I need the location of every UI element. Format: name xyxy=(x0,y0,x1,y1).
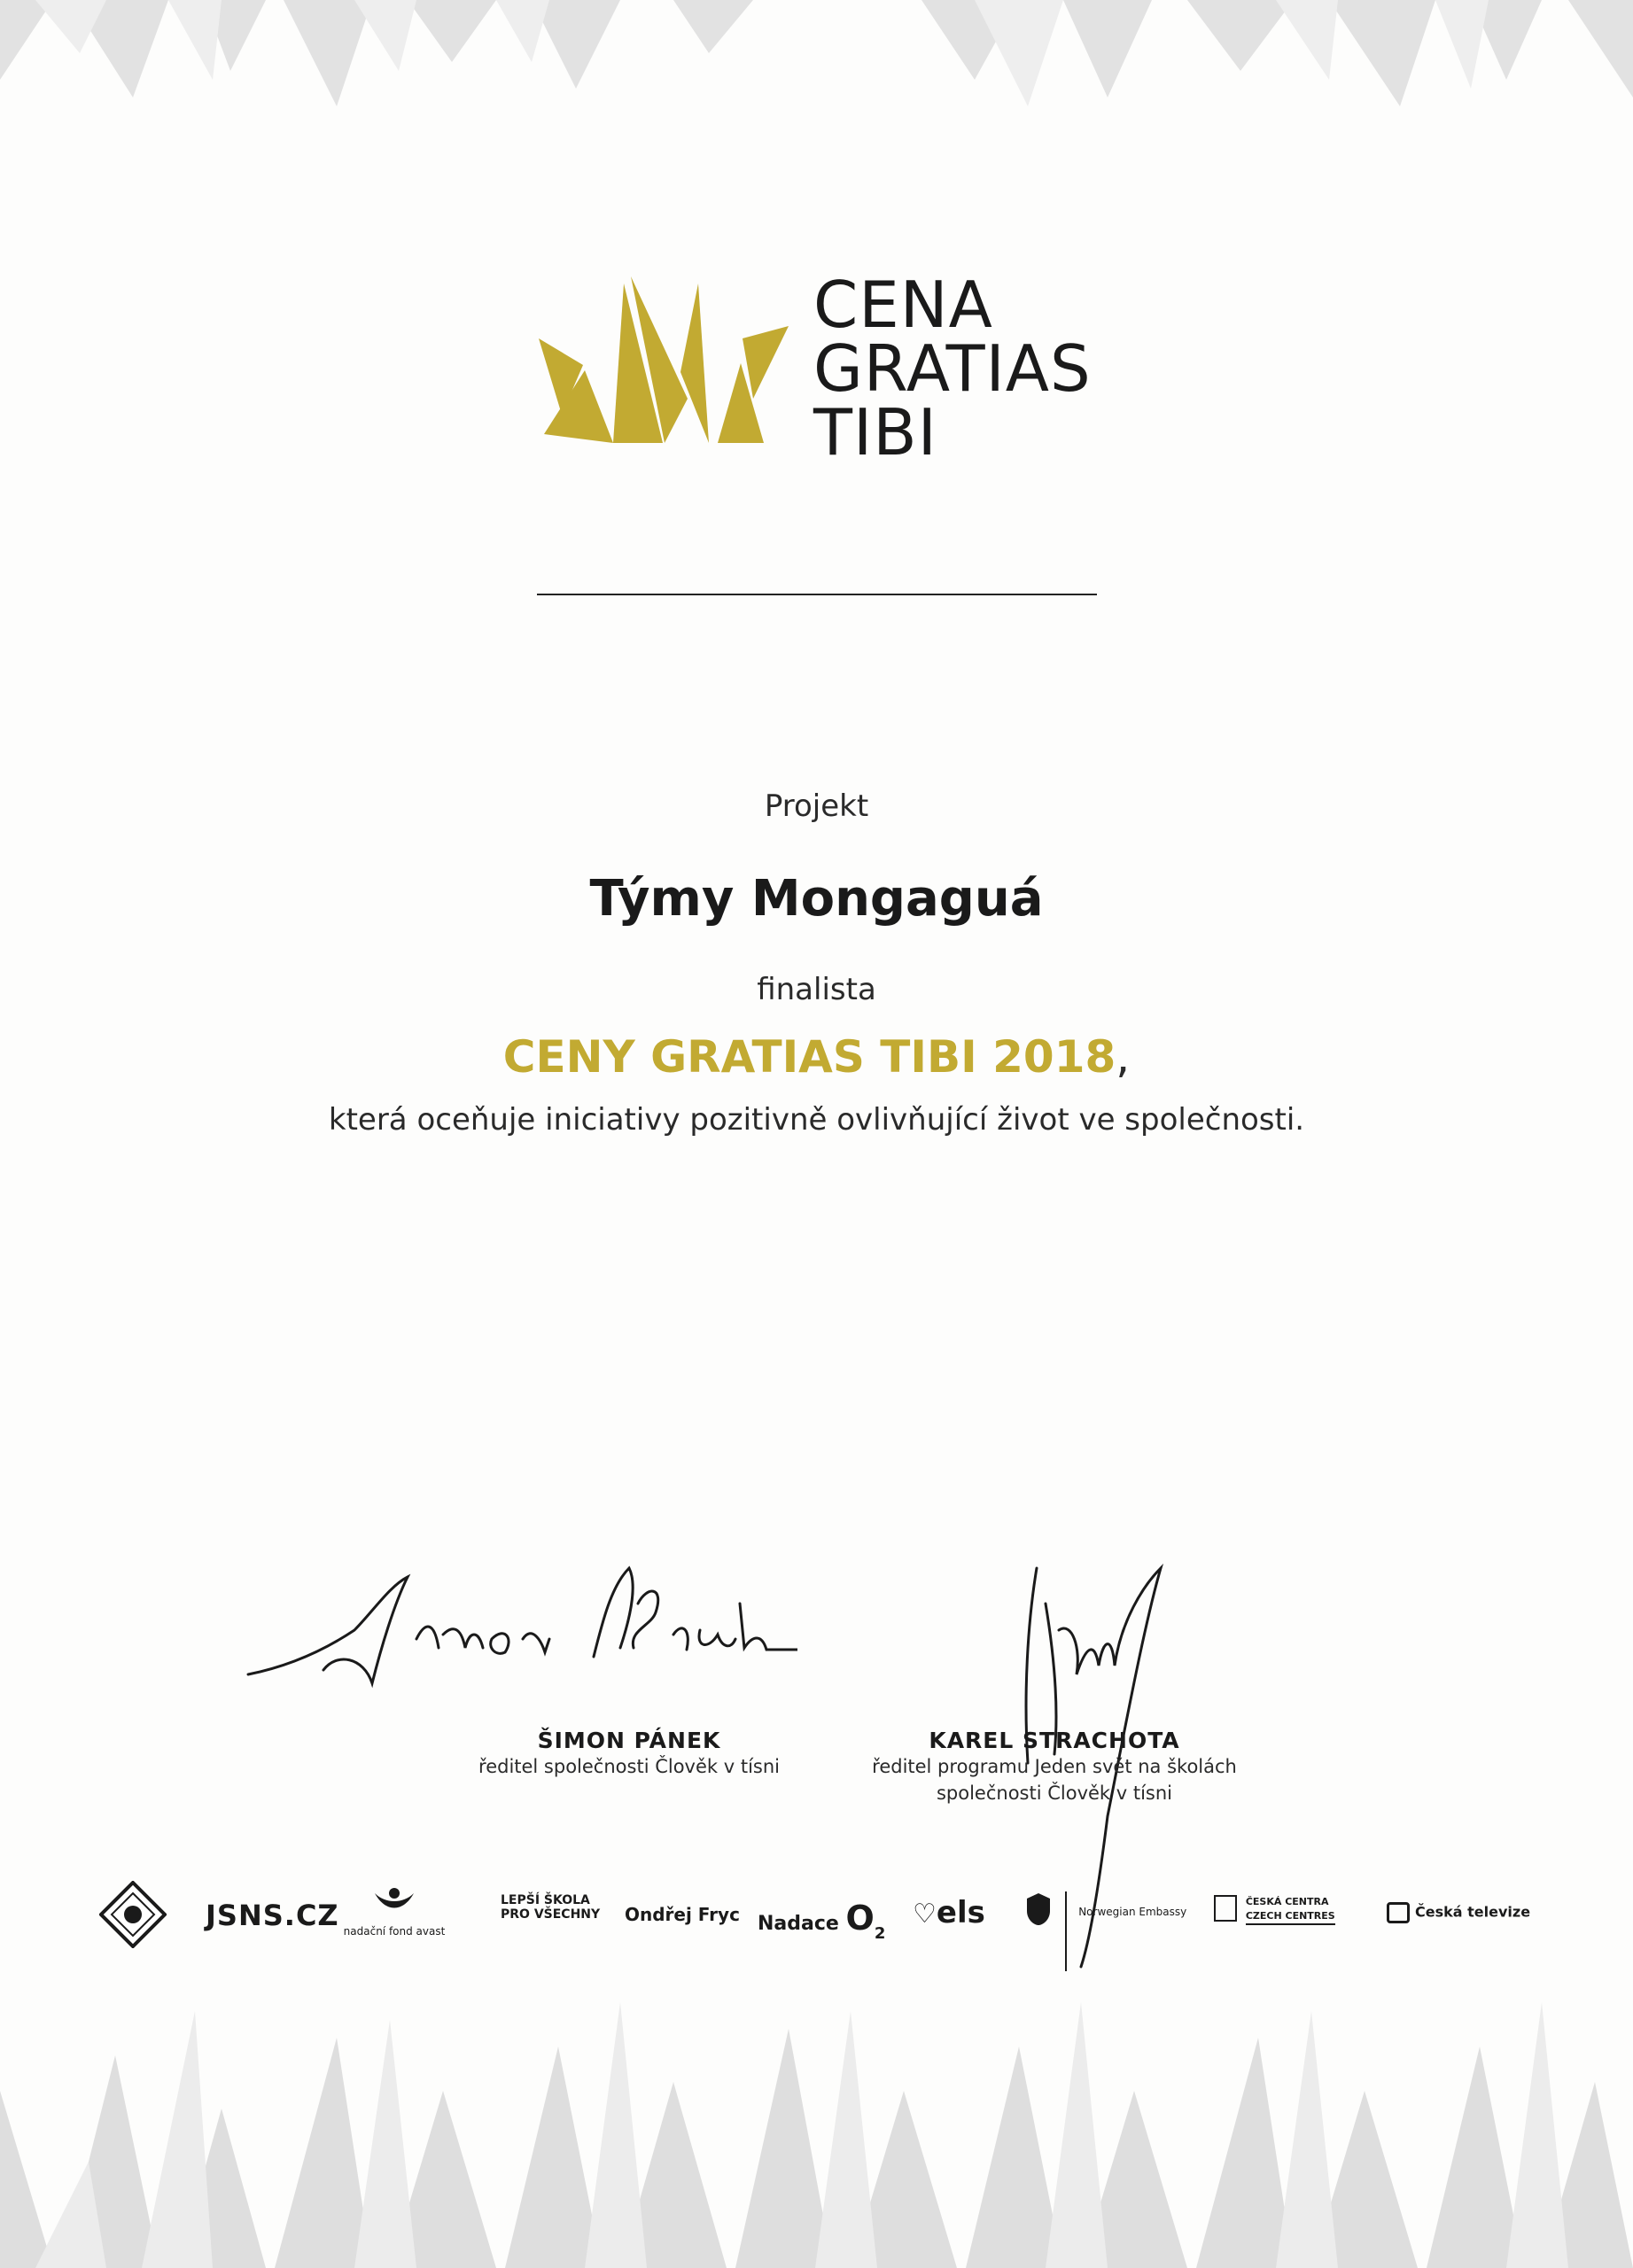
signature-simon-panek xyxy=(239,1550,797,1701)
signatory-2-name: KAREL STRACHOTA xyxy=(929,1728,1180,1753)
partner-avast xyxy=(337,1886,452,1938)
ct-logo-icon xyxy=(1387,1902,1410,1923)
partner-nadace-o2 xyxy=(758,1899,885,1943)
divider-rule xyxy=(537,594,1097,595)
decorative-pattern-top xyxy=(0,0,1633,142)
signatory-1-title: ředitel společnosti Člověk v tísni xyxy=(478,1756,780,1777)
avast-figure-icon xyxy=(368,1886,421,1922)
partner-logos xyxy=(89,1874,1551,1980)
logo-wordmark xyxy=(813,268,1092,470)
award-description: která oceňuje iniciativy pozitivně ovlivňující život ve společnosti. xyxy=(328,1102,1305,1138)
czech-centres-text xyxy=(1246,1895,1335,1925)
czech-centres-line-1: ČESKÁ CENTRA xyxy=(1245,1896,1329,1907)
partner-els xyxy=(913,1895,985,1930)
award-title xyxy=(0,1031,1633,1083)
intro-text: Projekt xyxy=(764,788,869,824)
heart-icon: ♡ xyxy=(913,1899,937,1930)
project-name: Týmy Mongaguá xyxy=(589,870,1044,928)
logo-line-3: TIBI xyxy=(813,395,937,470)
role-text: finalista xyxy=(757,972,876,1007)
partner-lepsi-skola-line-1: LEPŠÍ ŠKOLA xyxy=(501,1893,590,1907)
partner-ceska-televize-text: Česká televize xyxy=(1415,1903,1531,1921)
decorative-pattern-bottom xyxy=(0,1984,1633,2268)
partner-lepsi-skola-line-2: PRO VŠECHNY xyxy=(501,1907,601,1922)
partner-jsns-text: JSNS.CZ xyxy=(206,1899,339,1932)
partner-ondrej-fryc: Ondřej Fryc xyxy=(625,1904,740,1925)
crown-logo-icon xyxy=(532,266,797,461)
partner-nadace-o2-text: Nadace xyxy=(758,1913,839,1935)
partner-jsns xyxy=(206,1899,339,1932)
partner-lepsi-skola xyxy=(501,1893,600,1922)
logo-line-2: GRATIAS xyxy=(813,331,1092,406)
norway-divider xyxy=(1065,1891,1067,1971)
czech-centres-icon xyxy=(1214,1895,1237,1922)
award-comma: , xyxy=(1116,1031,1131,1083)
partner-avast-text: nadační fond avast xyxy=(343,1925,446,1938)
partner-ceska-televize xyxy=(1387,1902,1530,1923)
signatory-2-title-line-1: ředitel programu Jeden svět na školách xyxy=(872,1756,1237,1777)
award-title-text: CENY GRATIAS TIBI 2018 xyxy=(502,1031,1116,1083)
partner-czech-centres xyxy=(1214,1895,1335,1925)
signatory-1 xyxy=(408,1728,851,1780)
signatory-2-title-line-2: společnosti Člověk v tísni xyxy=(936,1783,1173,1804)
signatory-1-name: ŠIMON PÁNEK xyxy=(537,1728,721,1753)
signatory-2 xyxy=(833,1728,1276,1806)
czech-centres-line-2: CZECH CENTRES xyxy=(1245,1910,1335,1922)
logo-line-1: CENA xyxy=(813,268,993,342)
lion-crest-icon xyxy=(1023,1891,1054,1927)
partner-norway xyxy=(1023,1891,1186,1971)
emblem-logo-icon xyxy=(99,1881,167,1948)
partner-norway-text: Norwegian Embassy xyxy=(1078,1906,1187,1918)
partner-nadace-o2-mark: O xyxy=(845,1899,875,1938)
partner-nadace-o2-sub: 2 xyxy=(874,1924,886,1943)
partner-els-text: els xyxy=(936,1895,985,1930)
